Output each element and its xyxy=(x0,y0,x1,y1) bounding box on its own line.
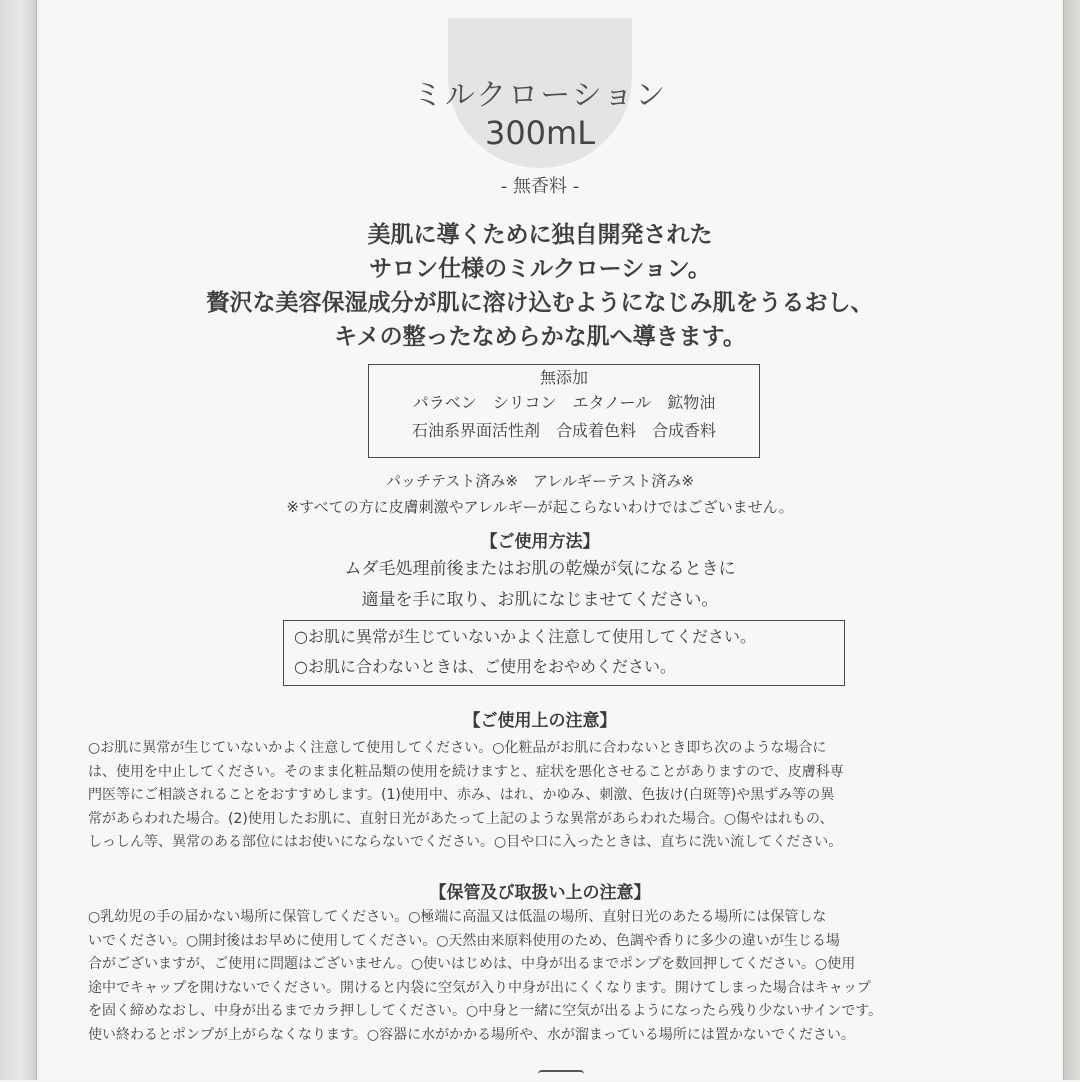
storage-line: いでください。○開封後はお早めに使用してください。○天然由来原料使用のため、色調や香りに多少の違いが生じる場 xyxy=(88,932,840,949)
usage-text xyxy=(0,554,1080,616)
additive-free-line: パラベン シリコン エタノール 鉱物油 xyxy=(412,393,716,412)
description-line: 贅沢な美容保湿成分が肌に溶け込むようになじみ肌をうるおし、 xyxy=(206,290,874,316)
storage-line: ○乳幼児の手の届かない場所に保管してください。○極端に高温又は低温の場所、直射日光のあたる場所には保管しな xyxy=(88,909,827,925)
usage-heading: 【ご使用方法】 xyxy=(480,532,600,552)
description-line: キメの整ったなめらかな肌へ導きます。 xyxy=(334,324,746,350)
caution-line: しっしん等、異常のある部位にはお使いにならないでください。○目や口に入ったときは、直ちに洗い流してください。 xyxy=(88,834,843,850)
caution-line: ○お肌に異常が生じていないかよく注意して使用してください。○化粧品がお肌に合わないとき即ち次のような場合に xyxy=(88,740,827,756)
storage-line: 途中でキャップを開けないでください。開けると内袋に空気が入り中身が出にくくなります。開けてしまった場合はキャップ xyxy=(88,979,871,996)
description-line: サロン仕様のミルクローション。 xyxy=(369,256,711,282)
caution-line: 常があらわれた場合。(2)使用したお肌に、直射日光があたって上記のような異常があらわれた場合。○傷やはれもの、 xyxy=(88,810,834,827)
caution-paragraph xyxy=(88,737,1048,855)
test-disclaimer: ※すべての方に皮膚刺激やアレルギーが起こらないわけではございません。 xyxy=(286,498,794,516)
usage-line: 適量を手に取り、お肌になじませてください。 xyxy=(361,590,719,610)
caution-line: 門医等にご相談されることをおすすめします。(1)使用中、赤み、はれ、かゆみ、刺激、色抜け(白斑等)や黒ずみ等の異 xyxy=(88,787,835,803)
storage-heading: 【保管及び取扱い上の注意】 xyxy=(429,883,651,903)
storage-paragraph xyxy=(88,906,1048,1047)
description-line: 美肌に導くために独自開発された xyxy=(367,222,713,248)
additive-free-line: 石油系界面活性剤 合成着色料 合成香料 xyxy=(411,421,716,440)
additive-free-heading: 無添加 xyxy=(539,368,588,387)
product-title: ミルクローション xyxy=(412,78,668,113)
test-notes xyxy=(0,468,1080,520)
additive-free-box xyxy=(368,364,760,458)
storage-line: を固く締めなおし、中身が出るまでカラ押ししてください。○中身と一緒に空気が出るようになったら残り少ないサインです。 xyxy=(88,1003,883,1019)
usage-notes-box xyxy=(283,620,845,686)
test-line: パッチテスト済み※ アレルギーテスト済み※ xyxy=(386,472,694,490)
usage-note: ○お肌に異常が生じていないかよく注意して使用してください。 xyxy=(294,627,756,646)
storage-line: 合がございますが、ご使用に問題はございません。○使いはじめは、中身が出るまでポンプを数回押してください。○使用 xyxy=(88,956,856,972)
caution-line: は、使用を中止してください。そのまま化粧品類の使用を続けますと、症状を悪化させることがありますので、皮膚科専 xyxy=(88,763,844,780)
usage-note: ○お肌に合わないときは、ご使用をおやめください。 xyxy=(294,657,676,676)
fragrance-label: - 無香料 - xyxy=(500,176,580,197)
usage-line: ムダ毛処理前後またはお肌の乾燥が気になるときに xyxy=(344,559,736,579)
product-volume: 300mL xyxy=(484,114,596,152)
product-description xyxy=(0,218,1080,354)
cutoff-text-fragment xyxy=(538,1070,584,1082)
caution-heading: 【ご使用上の注意】 xyxy=(463,711,617,731)
storage-line: 使い終わるとポンプが上がらなくなります。○容器に水がかかる場所や、水が溜まっている場所には置かないでください。 xyxy=(88,1026,855,1043)
